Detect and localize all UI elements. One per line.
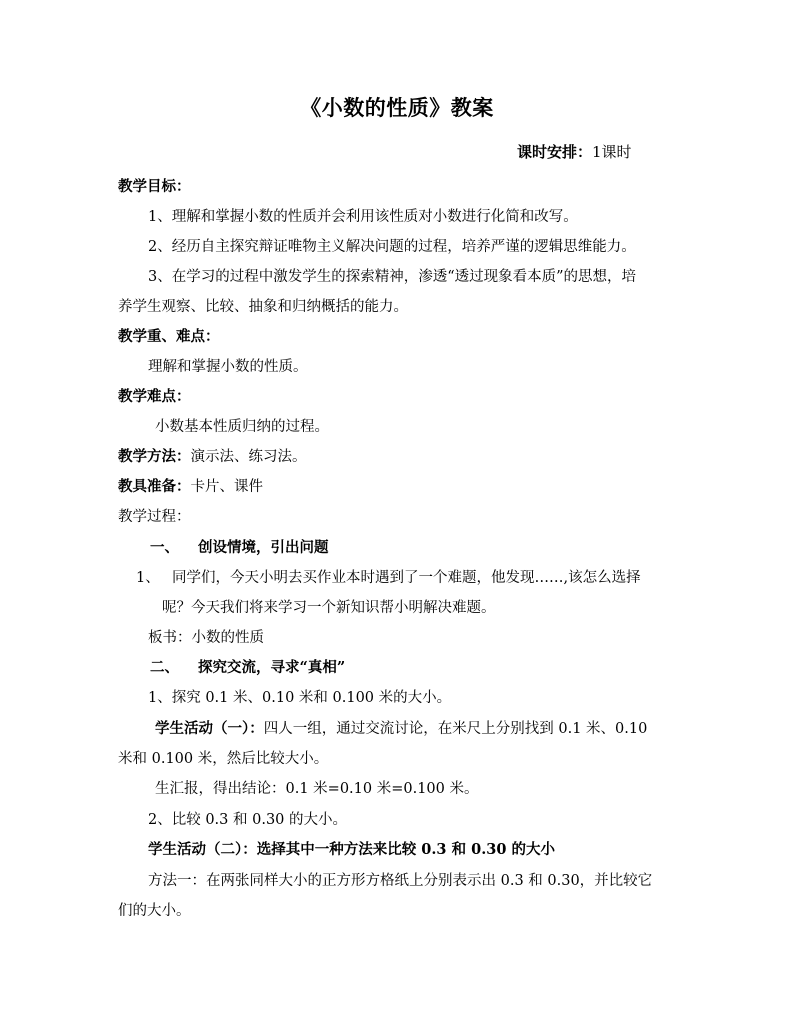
schedule-value: 1课时 [592,143,632,161]
key-points-heading: 教学重、难点： [118,328,220,345]
schedule-label: 课时安排： [517,143,593,161]
section2-title: 探究交流，寻求“真相” [198,659,346,676]
method1-line: 方法一：在两张同样大小的正方形方格纸上分别表示出 0.3 和 0.30，并比较它 [148,873,653,889]
objectives-heading: 教学目标： [118,178,191,195]
document-title: 《小数的性质》教案 [300,95,494,120]
section2-step1: 1、探究 0.1 米、0.10 米和 0.100 米的大小。 [148,690,452,706]
section1-item-line1: 同学们，今天小明去买作业本时遇到了一个难题，他发现……,该怎么选择 [172,570,641,586]
tools-label: 教具准备： [118,478,191,495]
method-value: 演示法、练习法。 [190,449,307,465]
activity1-text: 四人一组，通过交流讨论，在米尺上分别找到 0.1 米、0.10 [263,721,648,737]
tools-line [118,477,263,497]
method-line [118,447,307,467]
section1-title: 创设情境，引出问题 [198,539,329,556]
key-points-text: 理解和掌握小数的性质。 [148,359,308,375]
activity1-line [155,719,647,739]
activity2-line: 学生活动（二）：选择其中一种方法来比较 0.3 和 0.30 的大小 [148,841,555,858]
difficulty-heading: 教学难点： [118,388,191,405]
schedule-line [517,142,632,162]
objective-item-3: 3、在学习的过程中激发学生的探索精神，渗透“透过现象看本质”的思想，培 [148,269,637,285]
objective-item-3-cont: 养学生观察、比较、抽象和归纳概括的能力。 [118,299,408,315]
activity1-continued: 米和 0.100 米，然后比较大小。 [118,751,329,767]
tools-value: 卡片、课件 [190,479,263,495]
section1-number: 一、 [150,539,179,556]
method1-continued: 们的大小。 [118,903,191,919]
objective-item-1: 1、理解和掌握小数的性质并会利用该性质对小数进行化简和改写。 [148,209,578,225]
section1-item-number: 1、 [136,570,160,586]
section1-item-line2: 呢？今天我们将来学习一个新知识帮小明解决难题。 [162,600,496,616]
report-conclusion: 生汇报，得出结论：0.1 米=0.10 米=0.100 米。 [155,781,479,797]
process-heading: 教学过程： [118,509,191,525]
section2-step2: 2、比较 0.3 和 0.30 的大小。 [148,812,348,828]
objective-item-2: 2、经历自主探究辩证唯物主义解决问题的过程，培养严谨的逻辑思维能力。 [148,239,636,255]
section2-number: 二、 [150,659,179,676]
activity1-label: 学生活动（一）： [155,720,264,737]
board-writing: 板书：小数的性质 [148,630,264,646]
method-label: 教学方法： [118,448,191,465]
difficulty-text: 小数基本性质归纳的过程。 [155,419,329,435]
